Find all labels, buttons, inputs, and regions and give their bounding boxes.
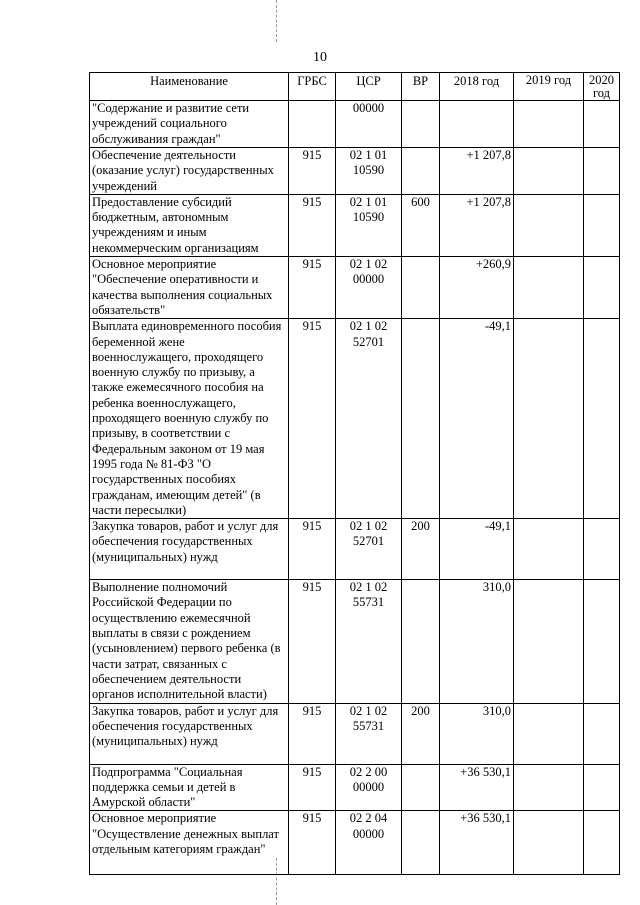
- cell-vr: [402, 257, 440, 319]
- page-number: 10: [313, 50, 327, 65]
- cell-2020: [584, 257, 620, 319]
- cell-grbs: 915: [289, 194, 336, 256]
- budget-table: [89, 72, 620, 875]
- cell-name: Закупка товаров, работ и услуг для обеспечения государственных (муниципальных) нужд: [90, 703, 289, 764]
- cell-grbs: 915: [289, 319, 336, 519]
- cell-2018: 310,0: [440, 703, 514, 764]
- cell-grbs: 915: [289, 811, 336, 875]
- cell-csr: 00000: [336, 101, 402, 148]
- cell-2019: [514, 580, 584, 703]
- cell-vr: [402, 580, 440, 703]
- cell-2019: [514, 257, 584, 319]
- cell-2020: [584, 194, 620, 256]
- table-row: [90, 194, 620, 256]
- header-csr: ЦСР: [336, 73, 402, 101]
- cell-grbs: 915: [289, 148, 336, 195]
- cell-csr: 02 1 02 52701: [336, 319, 402, 519]
- cell-2019: [514, 148, 584, 195]
- cell-grbs: 915: [289, 257, 336, 319]
- cell-2020: [584, 101, 620, 148]
- cell-csr: 02 1 02 55731: [336, 703, 402, 764]
- cell-2019: [514, 101, 584, 148]
- cell-grbs: [289, 101, 336, 148]
- cell-csr: 02 1 02 55731: [336, 580, 402, 703]
- fold-line-top: [276, 0, 277, 42]
- cell-2020: [584, 580, 620, 703]
- cell-csr: 02 1 01 10590: [336, 148, 402, 195]
- cell-name: Подпрограмма "Социальная поддержка семьи и детей в Амурской области": [90, 764, 289, 811]
- cell-name: "Содержание и развитие сети учреждений социального обслуживания граждан": [90, 101, 289, 148]
- cell-2020: [584, 148, 620, 195]
- cell-name: Основное мероприятие "Осуществление денежных выплат отдельным категориям граждан": [90, 811, 289, 875]
- cell-2019: [514, 703, 584, 764]
- cell-vr: [402, 764, 440, 811]
- cell-2018: +1 207,8: [440, 194, 514, 256]
- cell-2018: +260,9: [440, 257, 514, 319]
- cell-2019: [514, 319, 584, 519]
- cell-2019: [514, 519, 584, 580]
- table-row: [90, 580, 620, 703]
- cell-2018: -49,1: [440, 519, 514, 580]
- cell-grbs: 915: [289, 703, 336, 764]
- cell-name: Обеспечение деятельности (оказание услуг) государственных учреждений: [90, 148, 289, 195]
- cell-csr: 02 1 01 10590: [336, 194, 402, 256]
- header-2020: 2020 год: [584, 73, 620, 101]
- header-grbs: ГРБС: [289, 73, 336, 101]
- cell-csr: 02 1 02 00000: [336, 257, 402, 319]
- cell-2019: [514, 194, 584, 256]
- cell-csr: 02 2 00 00000: [336, 764, 402, 811]
- cell-2020: [584, 703, 620, 764]
- cell-vr: [402, 101, 440, 148]
- header-2019: 2019 год: [514, 73, 584, 101]
- cell-name: Выплата единовременного пособия беременной жене военнослужащего, проходящего военную службу по призыву, а также ежемесячного пособия на ребенка военнослужащего, проходящего военную службу по призыву, в соответствии с Федеральным законом от 19 мая 1995 года № 81-ФЗ "О государственных пособиях гражданам, имеющим детей" (в части пересылки): [90, 319, 289, 519]
- table-row: [90, 764, 620, 811]
- header-vr: ВР: [402, 73, 440, 101]
- cell-vr: 200: [402, 703, 440, 764]
- table-header-row: [90, 73, 620, 101]
- table-row: [90, 101, 620, 148]
- table-row: [90, 811, 620, 875]
- table-row: [90, 703, 620, 764]
- cell-2018: +36 530,1: [440, 764, 514, 811]
- cell-grbs: 915: [289, 580, 336, 703]
- cell-2020: [584, 319, 620, 519]
- cell-vr: 200: [402, 519, 440, 580]
- cell-name: Выполнение полномочий Российской Федерации по осуществлению ежемесячной выплаты в связи с рождением (усыновлением) первого ребенка (в части затрат, связанных с обеспечением деятельности органов исполнительной власти): [90, 580, 289, 703]
- cell-2018: +36 530,1: [440, 811, 514, 875]
- cell-2018: +1 207,8: [440, 148, 514, 195]
- cell-2018: -49,1: [440, 319, 514, 519]
- cell-vr: [402, 811, 440, 875]
- cell-csr: 02 2 04 00000: [336, 811, 402, 875]
- table-row: [90, 519, 620, 580]
- table-row: [90, 257, 620, 319]
- cell-2019: [514, 811, 584, 875]
- header-2018: 2018 год: [440, 73, 514, 101]
- cell-2020: [584, 519, 620, 580]
- cell-2018: 310,0: [440, 580, 514, 703]
- cell-name: Предоставление субсидий бюджетным, автономным учреждениям и иным некоммерческим организациям: [90, 194, 289, 256]
- cell-2020: [584, 764, 620, 811]
- table-row: [90, 319, 620, 519]
- table-row: [90, 148, 620, 195]
- cell-vr: 600: [402, 194, 440, 256]
- cell-grbs: 915: [289, 764, 336, 811]
- cell-name: Основное мероприятие "Обеспечение оперативности и качества выполнения социальных обязательств": [90, 257, 289, 319]
- cell-2018: [440, 101, 514, 148]
- header-name: Наименование: [90, 73, 289, 101]
- cell-vr: [402, 319, 440, 519]
- cell-csr: 02 1 02 52701: [336, 519, 402, 580]
- cell-2019: [514, 764, 584, 811]
- cell-vr: [402, 148, 440, 195]
- cell-grbs: 915: [289, 519, 336, 580]
- cell-name: Закупка товаров, работ и услуг для обеспечения государственных (муниципальных) нужд: [90, 519, 289, 580]
- cell-2020: [584, 811, 620, 875]
